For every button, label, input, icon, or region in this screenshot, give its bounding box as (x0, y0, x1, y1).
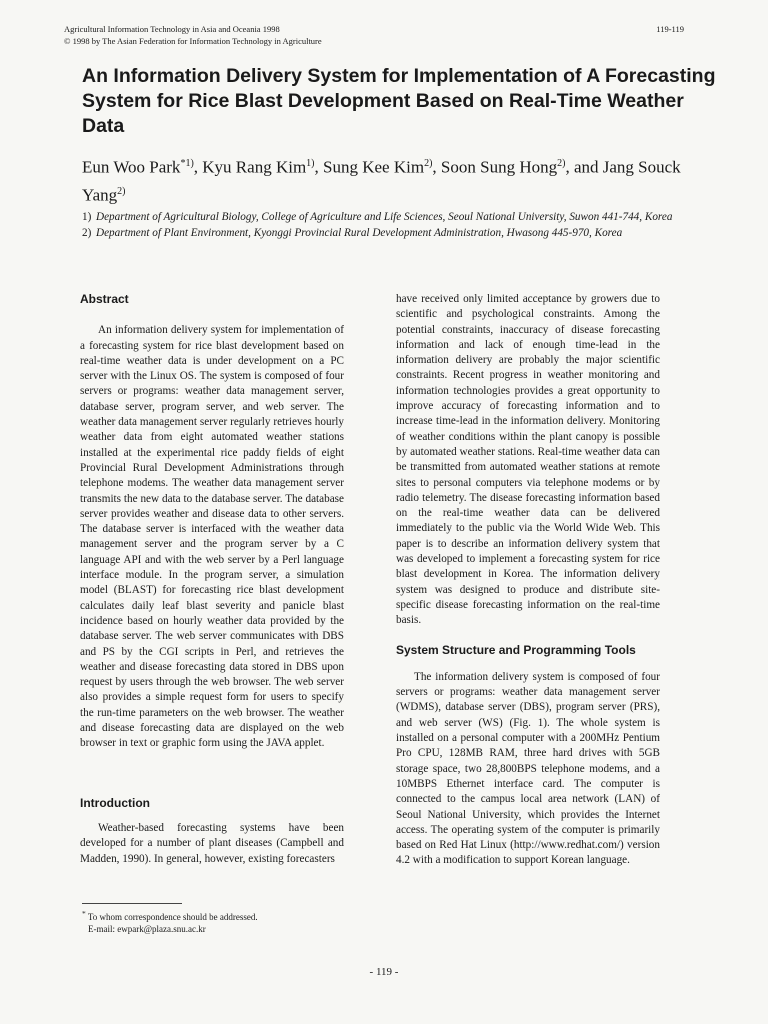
affiliations (82, 210, 690, 242)
left-column (80, 292, 344, 867)
affiliation-text: Department of Plant Environment, Kyonggi Provincial Rural Development Administration, Hwasong 445-970, Korea (96, 227, 623, 239)
author-separator: , (432, 157, 441, 177)
journal-name: Agricultural Information Technology in Asia and Oceania 1998 (64, 24, 280, 34)
system-heading: System Structure and Programming Tools (396, 642, 636, 657)
author-separator: , (193, 157, 203, 177)
footnote-rule (82, 903, 182, 904)
introduction-body-right: have received only limited acceptance by growers due to scientific and psychological constraints. Among the potential constraints, inaccuracy of disease forecasting information and lack of enough time-lead in the information delivery are probably the major scientific constraints. Recent progress in weather monitoring and information technologies provides a great opportunity to improve accuracy of forecasting information and to increase time-lead in the information delivery. Monitoring of weather conditions within the plant canopy is possible by automated weather stations. Real-time weather data can be transmitted from automated weather stations at remote sites to personal computers via telephone modems or by radio telemetry. The disease forecasting information based on the real-time weather data can be delivered immediately to the public via the World Wide Web. This paper is to describe an information delivery system that was developed to implement a forecasting system for rice blast development in Korea. The information delivery system was designed to produce and distribute site-specific disease forecasting information on the real-time basis. (396, 293, 660, 627)
author-separator: , (314, 157, 324, 177)
author-affil-marker: 1) (306, 158, 315, 169)
author-affil-marker: 2) (117, 185, 126, 197)
affiliation-item (82, 210, 690, 225)
author: Soon Sung Hong (440, 157, 558, 177)
paper-title: An Information Delivery System for Implementation of A Forecasting System for Rice Blast Development Based on Real-Time Weather Data (82, 65, 716, 137)
author-separator: , and (565, 157, 603, 177)
author-affil-marker: 2) (557, 158, 566, 169)
page-range: 119-119 (656, 24, 684, 34)
footnote-line (82, 908, 362, 923)
author-affil-marker: *1) (180, 158, 194, 169)
affiliation-number: 2) (82, 227, 92, 239)
footnote-text: To whom correspondence should be addressed. (87, 912, 258, 922)
affiliation-text: Department of Agricultural Biology, College of Agriculture and Life Sciences, Seoul National University, Suwon 441-744, Korea (96, 211, 673, 223)
page-number: - 119 - (369, 966, 399, 978)
author-affil-marker: 2) (424, 158, 433, 169)
author: Jang Souck Yang (82, 157, 681, 205)
copyright-line: © 1998 by The Asian Federation for Information Technology in Agriculture (64, 36, 322, 46)
right-column (396, 292, 660, 869)
author: Eun Woo Park (82, 157, 181, 177)
author: Sung Kee Kim (323, 157, 425, 177)
footnote-email: E-mail: ewpark@plaza.snu.ac.kr (88, 924, 206, 934)
system-body: The information delivery system is composed of four servers or programs: weather data management server (WDMS), database server (DBS), program server (PRS), and web server (WS) (Fig. 1). The whole system is installed on a personal computer with a 200MHz Pentium Pro CPU, 128MB RAM, three hard drives with 5GB storage space, two 28,800BPS telephone modems, and a 10MBPS Ethernet interface card. The computer is connected to the campus local area network (LAN) of Seoul National University, which provides the Internet access. The operating system of the computer is primarily based on Red Hat Linux (http://www.redhat.com/) version 4.2 with a modification to support Korean language. (396, 670, 660, 867)
author-list (82, 152, 702, 207)
author: Kyu Rang Kim (202, 157, 307, 177)
introduction-heading: Introduction (80, 795, 150, 810)
affiliation-number: 1) (82, 211, 92, 223)
abstract-body: An information delivery system for implementation of a forecasting system for rice blast development based on real-time weather data is under development on a PC server with the Linux OS. The system is composed of four servers or programs: weather data management server, database server, program server, and web server. The weather data management server regularly retrieves hourly weather data from eight automated weather stations installed at the experimental rice paddy fields of eight Provincial Rural Development Administrations through telephone modems. The weather data management server transmits the new data to the database server. The database server provides weather and disease data to other servers. The database server is interfaced with the weather data management server and the program server by a C language API and with the web server by a Perl language interface module. In the program server, a simulation model (BLAST) for forecasting rice blast development calculates daily leaf blast severity and panicle blast incidence based on hourly weather data provided by the database server. The web server communicates with DBS and PS by the CGI scripts in Perl, and retrieves the weather and disease forecasting data stored in DBS upon request by users through the web browser. The web server also provides a simple request form for users to specify the run-time parameters on the web browser. The weather and disease forecasting data are displayed on the web browser in text or graphic form using the JAVA applet. (80, 324, 344, 750)
footnote (82, 908, 362, 935)
abstract-heading: Abstract (80, 292, 129, 306)
affiliation-item (82, 226, 690, 241)
footnote-marker: * (82, 909, 86, 918)
introduction-body-left: Weather-based forecasting systems have been developed for a number of plant diseases (Campbell and Madden, 1990). In general, however, existing forecasters (80, 821, 344, 865)
